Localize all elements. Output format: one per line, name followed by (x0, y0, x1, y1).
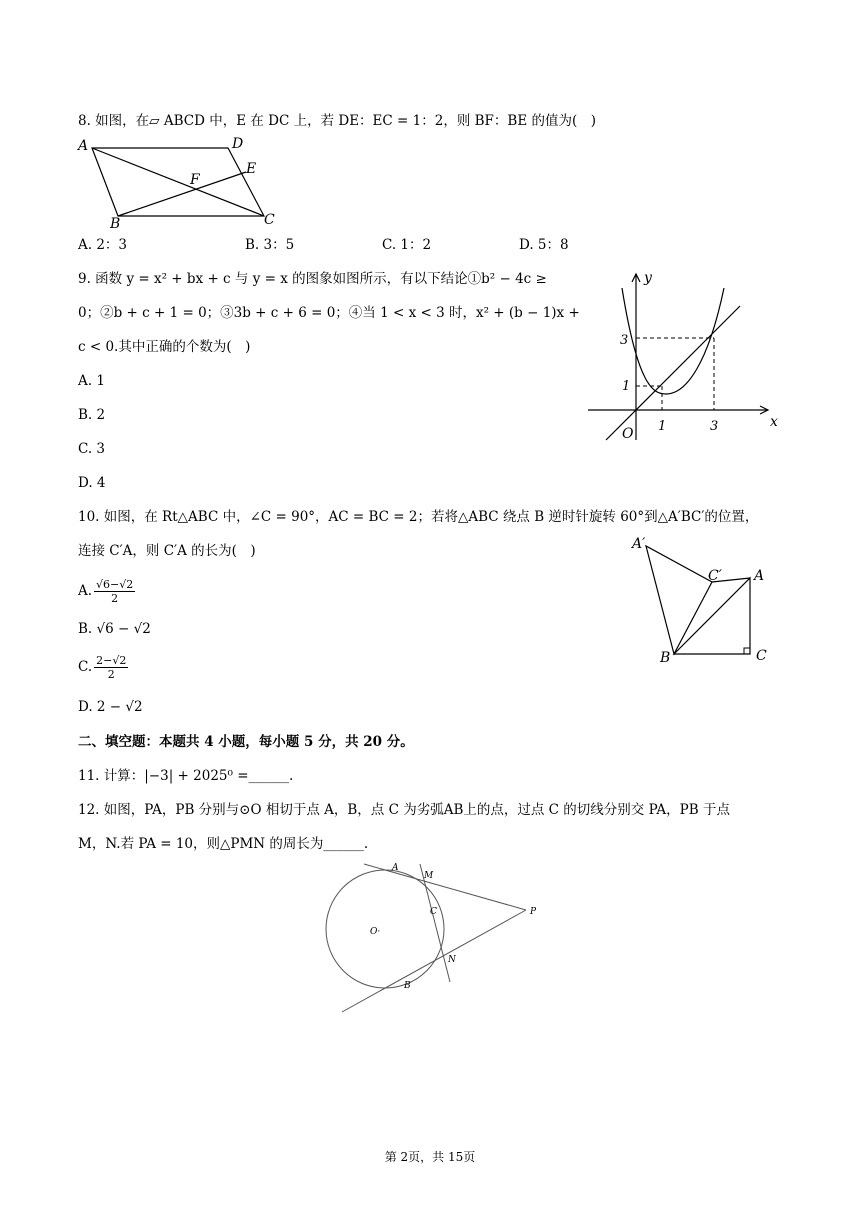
q9-x-tick-1: 1 (658, 419, 667, 434)
q10-label-a-prime: A′ (632, 536, 646, 552)
q10-label-a: A (754, 568, 765, 584)
q12-stem-line1: 12. 如图，PA，PB 分别与⊙O 相切于点 A，B，点 C 为劣弧AB上的点，过点 C 的切线分别交 PA，PB 于点 (78, 802, 730, 818)
q12-figure (320, 860, 550, 1020)
section2-title: 二、填空题：本题共 4 小题，每小题 5 分，共 20 分。 (78, 734, 414, 750)
q9-y-axis-label: y (644, 270, 652, 286)
q8-option-d: D. 5：8 (519, 237, 569, 253)
q9-x-axis-label: x (770, 414, 778, 430)
q10-option-a-prefix: A. (78, 583, 93, 599)
q9-x-tick-3: 3 (710, 419, 719, 434)
q12-label-o: O· (370, 927, 381, 937)
q10-figure (630, 536, 780, 670)
q9-option-a: A. 1 (78, 373, 105, 389)
q9-stem-line2: 0；②b + c + 1 = 0；③3b + c + 6 = 0；④当 1 < x < 3 时，x² + (b − 1)x + (78, 305, 580, 321)
q10-option-b: B. √6 − √2 (78, 621, 151, 637)
q8-label-e: E (246, 161, 257, 177)
q9-option-b: B. 2 (78, 407, 106, 423)
q8-option-c: C. 1：2 (382, 237, 432, 253)
q10-stem-line1: 10. 如图，在 Rt△ABC 中，∠C = 90°，AC = BC = 2；若将△ABC 绕点 B 逆时针旋转 60°到△A′BC′的位置， (78, 509, 759, 525)
q12-label-b: B (404, 981, 411, 991)
q10-stem-line2: 连接 C′A，则 C′A 的长为( ) (78, 543, 256, 559)
q8-option-a: A. 2：3 (78, 237, 128, 253)
q12-label-p: P (530, 907, 537, 917)
q9-stem-line1: 9. 函数 y = x² + bx + c 与 y = x 的图象如图所示，有以下结论①b² − 4c ≥ (78, 271, 547, 287)
q10-option-c-prefix: C. (78, 659, 93, 675)
q10-option-c-fraction (94, 654, 128, 681)
q8-label-b: B (110, 216, 121, 232)
q9-stem-line3: c < 0.其中正确的个数为( ) (78, 339, 251, 355)
q8-option-b: B. 3：5 (245, 237, 295, 253)
q9-y-tick-1: 1 (622, 379, 631, 394)
q10-option-a-numerator: √6−√2 (96, 578, 134, 591)
q11-text: 11. 计算：|−3| + 2025⁰ =______. (78, 768, 294, 784)
q12-label-m: M (424, 871, 434, 881)
q10-label-c-prime: C′ (708, 568, 722, 584)
q8-label-c: C (264, 212, 275, 228)
q9-option-c: C. 3 (78, 441, 106, 457)
q8-label-a: A (78, 138, 89, 154)
q10-label-c: C (756, 648, 767, 664)
q10-option-c-denominator: 2 (107, 668, 115, 681)
q10-label-b: B (660, 650, 671, 666)
q12-stem-line2: M，N.若 PA = 10，则△PMN 的周长为______. (78, 836, 369, 852)
page-footer: 第 2页，共 15页 (384, 1150, 476, 1164)
q12-label-n: N (448, 955, 456, 965)
q9-option-d: D. 4 (78, 475, 106, 491)
q9-graph (588, 268, 780, 448)
q9-y-tick-3: 3 (620, 333, 629, 348)
q8-label-d: D (232, 136, 244, 152)
q8-label-f: F (190, 172, 200, 188)
q8-figure (78, 136, 288, 232)
q10-option-d: D. 2 − √2 (78, 699, 143, 715)
q10-option-c-numerator: 2−√2 (96, 654, 127, 667)
q8-stem: 8. 如图，在▱ ABCD 中，E 在 DC 上，若 DE：EC = 1：2，则 BF：BE 的值为( ) (78, 113, 596, 129)
q12-label-c: C (430, 907, 437, 917)
q10-option-a (78, 576, 135, 606)
q10-option-c (78, 652, 128, 682)
q10-option-a-fraction (94, 578, 135, 605)
q12-label-a: A (392, 863, 399, 873)
q9-origin-label: O (622, 426, 634, 442)
q10-option-a-denominator: 2 (111, 592, 119, 605)
